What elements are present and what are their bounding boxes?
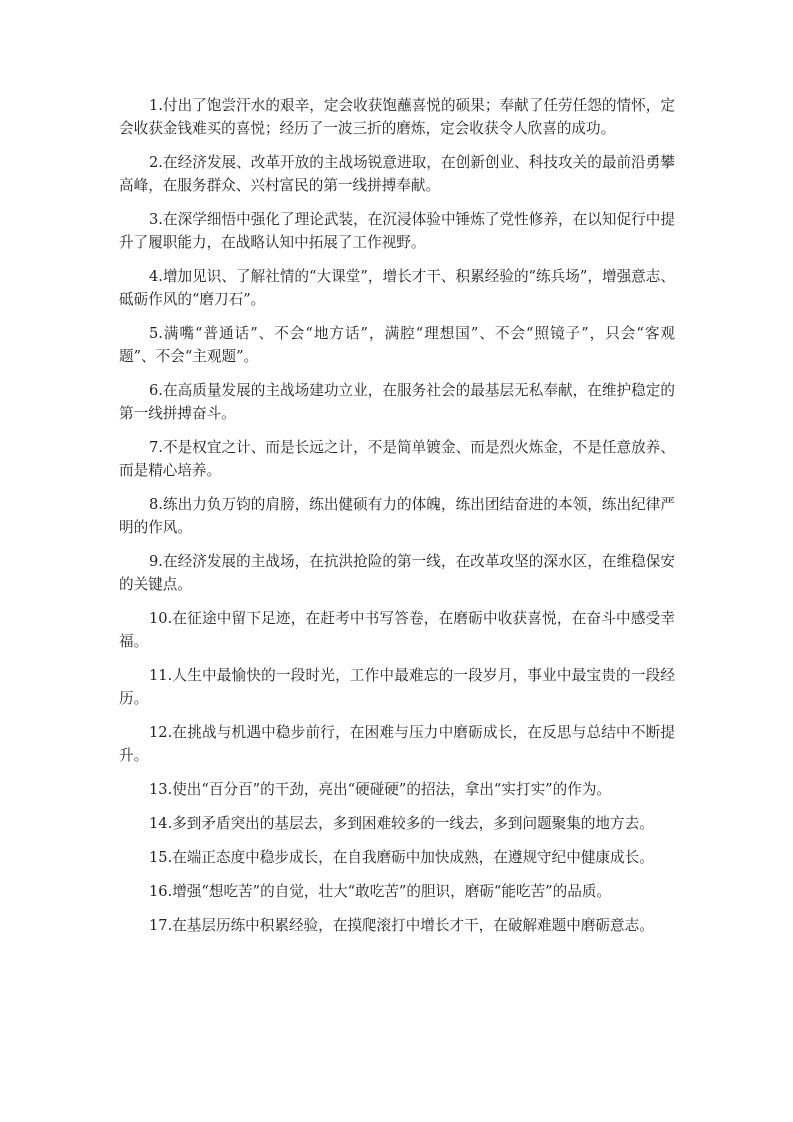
paragraph-9: 9.在经济发展的主战场，在抗洪抢险的第一线，在改革攻坚的深水区，在维稳保安的关键点。 [119,553,675,593]
paragraph-8: 8.练出力负万钧的肩膀，练出健硕有力的体魄，练出团结奋进的本领，练出纪律严明的作风。 [119,496,675,536]
paragraph-1: 1.付出了饱尝汗水的艰辛，定会收获饱蘸喜悦的硕果；奉献了任劳任怨的情怀，定会收获金钱难买的喜悦；经历了一波三折的磨炼，定会收获令人欣喜的成功。 [119,97,675,137]
paragraph-4: 4.增加见识、了解社情的“大课堂”，增长才干、积累经验的“练兵场”，增强意志、砥砺作风的“磨刀石”。 [119,268,675,308]
paragraph-5: 5.满嘴“普通话”、不会“地方话”，满腔“理想国”、不会“照镜子”，只会“客观题”、不会“主观题”。 [119,325,675,365]
paragraph-14: 14.多到矛盾突出的基层去，多到困难较多的一线去，多到问题聚集的地方去。 [149,815,654,832]
paragraph-16: 16.增强“想吃苦”的自觉，壮大“敢吃苦”的胆识，磨砺“能吃苦”的品质。 [149,883,612,900]
paragraph-13: 13.使出“百分百”的干劲，亮出“硬碰硬”的招法，拿出“实打实”的作为。 [149,781,612,798]
paragraph-6: 6.在高质量发展的主战场建功立业，在服务社会的最基层无私奉献，在维护稳定的第一线拼搏奋斗。 [119,382,675,422]
paragraph-11: 11.人生中最愉快的一段时光，工作中最难忘的一段岁月，事业中最宝贵的一段经历。 [119,667,675,707]
paragraph-17: 17.在基层历练中积累经验，在摸爬滚打中增长才干，在破解难题中磨砺意志。 [149,917,654,934]
paragraph-2: 2.在经济发展、改革开放的主战场锐意进取，在创新创业、科技攻关的最前沿勇攀高峰，在服务群众、兴村富民的第一线拼搏奉献。 [119,154,675,194]
document-body [119,94,675,948]
paragraph-3: 3.在深学细悟中强化了理论武装，在沉浸体验中锤炼了党性修养，在以知促行中提升了履职能力，在战略认知中拓展了工作视野。 [119,211,675,251]
paragraph-15: 15.在端正态度中稳步成长，在自我磨砺中加快成熟，在遵规守纪中健康成长。 [149,849,654,866]
paragraph-10: 10.在征途中留下足迹，在赶考中书写答卷，在磨砺中收获喜悦，在奋斗中感受幸福。 [119,610,675,650]
paragraph-7: 7.不是权宜之计、而是长远之计，不是简单镀金、而是烈火炼金，不是任意放养、而是精心培养。 [119,439,675,479]
paragraph-12: 12.在挑战与机遇中稳步前行，在困难与压力中磨砺成长，在反思与总结中不断提升。 [119,724,675,764]
